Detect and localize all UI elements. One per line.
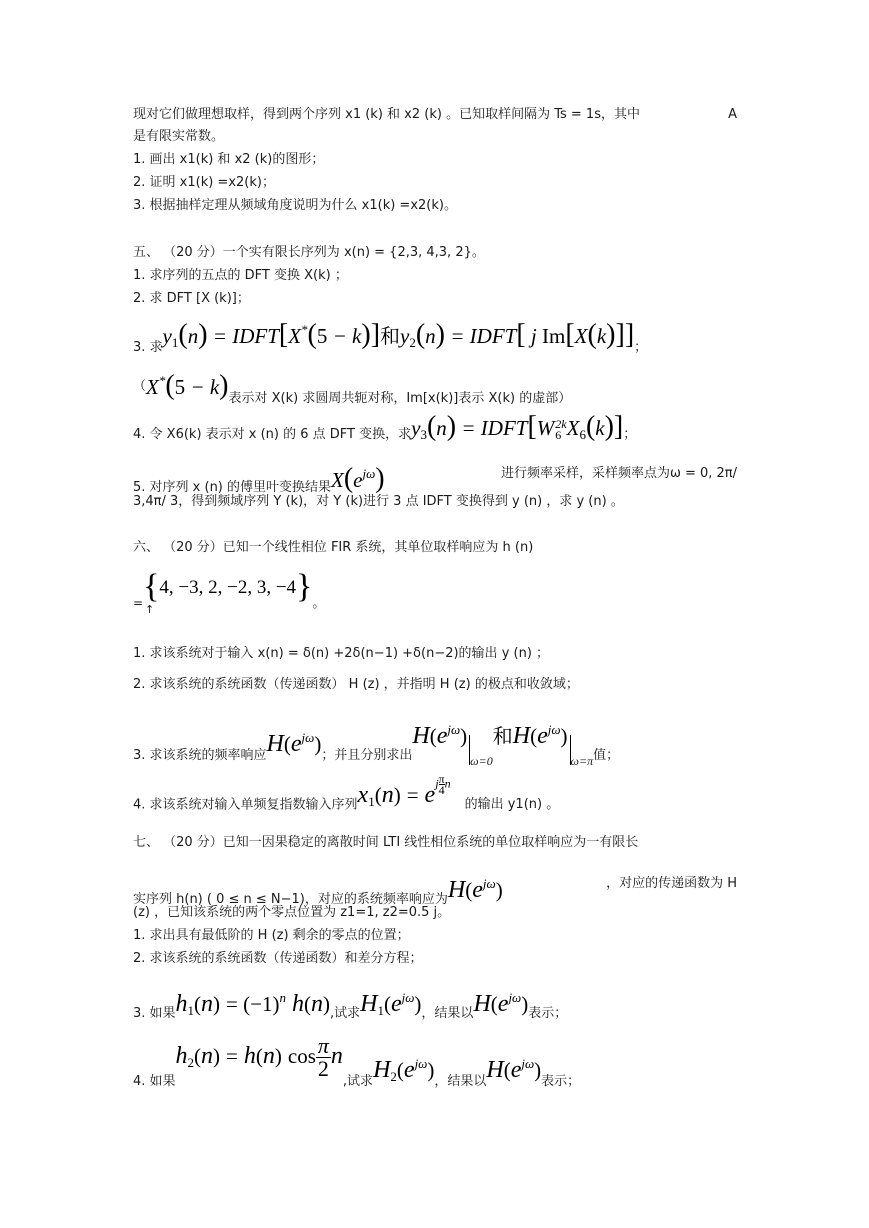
q7-title: 七、 （20 分）已知一因果稳定的离散时间 LTI 线性相位系统的单位取样响应为一有限长 (133, 835, 639, 850)
q6-title: 六、 （20 分）已知一个线性相位 FIR 系统，其单位取样响应为 h (n) (133, 540, 534, 555)
formula-h2: $h_2(n) = h(n)$ cos $\frac{\pi}{2}$ n (175, 1032, 343, 1081)
formula-H1: $H_1(e^{j\omega})$ (360, 990, 422, 1018)
intro-item-1: 1. 画出 x1(k) 和 x2 (k)的图形； (133, 152, 325, 167)
intro-line-1: 现对它们做理想取样，得到两个序列 x1 (k) 和 x2 (k) 。已知取样间隔为 Ts = 1s，其中 A (133, 107, 737, 122)
formula-H2: $H_2(e^{j\omega})$ (373, 1056, 435, 1084)
q5-note: （X*(5 − k)表示对 X(k) 求圆周共轭对称，Im[x(k)]表示 X(k) 的虚部） (133, 370, 572, 406)
q7-item-1: 1. 求出具有最低阶的 H (z) 剩余的零点的位置； (133, 928, 410, 943)
formula-H-ejw-2: $H(e^{j\omega})$ (447, 876, 503, 903)
q7-line-3: (z) ，已知该系统的两个零点位置为 z1=1, z2=0.5 j。 (133, 905, 451, 920)
q7-item-3: 3. 如果$h_1(n) = (-1)^n$ h(n),试求$H_1(e^{j\omega})$，结果以$H(e^{j\omega})$表示； (133, 990, 568, 1021)
q7-item-2: 2. 求该系统的系统函数（传递函数）和差分方程； (133, 951, 423, 966)
formula-H-w0: $H(e^{j\omega})$ (412, 722, 468, 749)
q6-item-1: 1. 求该系统对于输入 x(n) = δ(n) +2δ(n−1) +δ(n−2)的输出 y (n) ； (133, 646, 550, 661)
q6-sequence: ={4, −3, 2, −2, 3, −4}。 ↑ (133, 567, 325, 624)
q5-title: 五、 （20 分）一个实有限长序列为 x(n) = {2,3, 4,3, 2}。 (133, 245, 485, 260)
q5-item-2: 2. 求 DFT [X (k)]； (133, 291, 250, 306)
origin-arrow-icon: ↑ (145, 603, 155, 616)
q5-item-3: 3. 求$y_1(n)$ = IDFT[X*(5 − k)]和$y_2(n)$ = IDFT[ j Im[X(k)]]； (133, 319, 648, 355)
q5-item-5-line-2: 3,4π/ 3，得到频域序列 Y (k)，对 Y (k)进行 3 点 IDFT 变换得到 y (n) ，求 y (n) 。 (133, 494, 624, 509)
q6-item-4: 4. 求该系统对输入单频复指数输入序列$x_1(n)$ = ej $\frac{\pi}{4}$ n的输出 y1(n) 。 (133, 772, 560, 813)
formula-H-ejw-3: $H(e^{j\omega})$ (473, 990, 529, 1017)
q7-item-4: 4. 如果$h_2(n) = h(n)$ cos $\frac{\pi}{2}$ n,试求$H_2(e^{j\omega})$，结果以$H(e^{j\omega})$表示； (133, 1032, 581, 1089)
intro-item-2: 2. 证明 x1(k) =x2(k)； (133, 175, 275, 190)
formula-conj: X*(5 − k) (146, 370, 229, 401)
q5-item-1: 1. 求序列的五点的 DFT 变换 X(k) ； (133, 268, 348, 283)
intro-item-3: 3. 根据抽样定理从频域角度说明为什么 x1(k) =x2(k)。 (133, 198, 457, 213)
intro-line-2: 是有限实常数。 (133, 129, 225, 144)
formula-X-ejw: $X(e^{j\omega})$ (331, 463, 385, 494)
formula-H-ejw: $H(e^{j\omega})$ (266, 730, 322, 757)
q5-item-5: 5. 对序列 x (n) 的傅里叶变换结果$X(e^{j\omega})$ 进行频率采样，采样频率点为ω = 0, 2π/ (133, 463, 737, 495)
q6-item-2: 2. 求该系统的系统函数（传递函数） H (z) ，并指明 H (z) 的极点和收敛域； (133, 677, 579, 692)
q6-item-3: 3. 求该系统的频率响应$H(e^{j\omega})$；并且分别求出$H(e^{j\omega})\omega=0$和$H(e^{j\omega})\omega=\pi$值； (133, 722, 620, 768)
formula-h1: $h_1(n) = (-1)^n$ h(n) (175, 990, 330, 1018)
formula-H-ejw-4: $H(e^{j\omega})$ (486, 1056, 542, 1083)
formula-y1: $y_1(n)$ = IDFT[X*(5 − k)] (162, 319, 381, 350)
formula-y3: $y_3(n)$ = IDFT[W 2k 6 $X_6(k)$] (411, 411, 624, 443)
formula-y2: $y_2(n)$ = IDFT[ j Im[X(k)]] (400, 319, 635, 350)
q5-item-4: 4. 令 X6(k) 表示对 x (n) 的 6 点 DFT 变换，求$y_3(n)$ = IDFT[W 2k 6 $X_6(k)$]； (133, 411, 637, 443)
formula-H-wpi: $H(e^{j\omega})$ (512, 722, 568, 749)
q7-line-2: 实序列 h(n) ( 0 ≤ n ≤ N−1)，对应的系统频率响应为$H(e^{j\omega})$ ，对应的传递函数为 H (133, 876, 737, 907)
formula-x1: $x_1(n)$ = ej $\frac{\pi}{4}$ n (357, 772, 451, 810)
